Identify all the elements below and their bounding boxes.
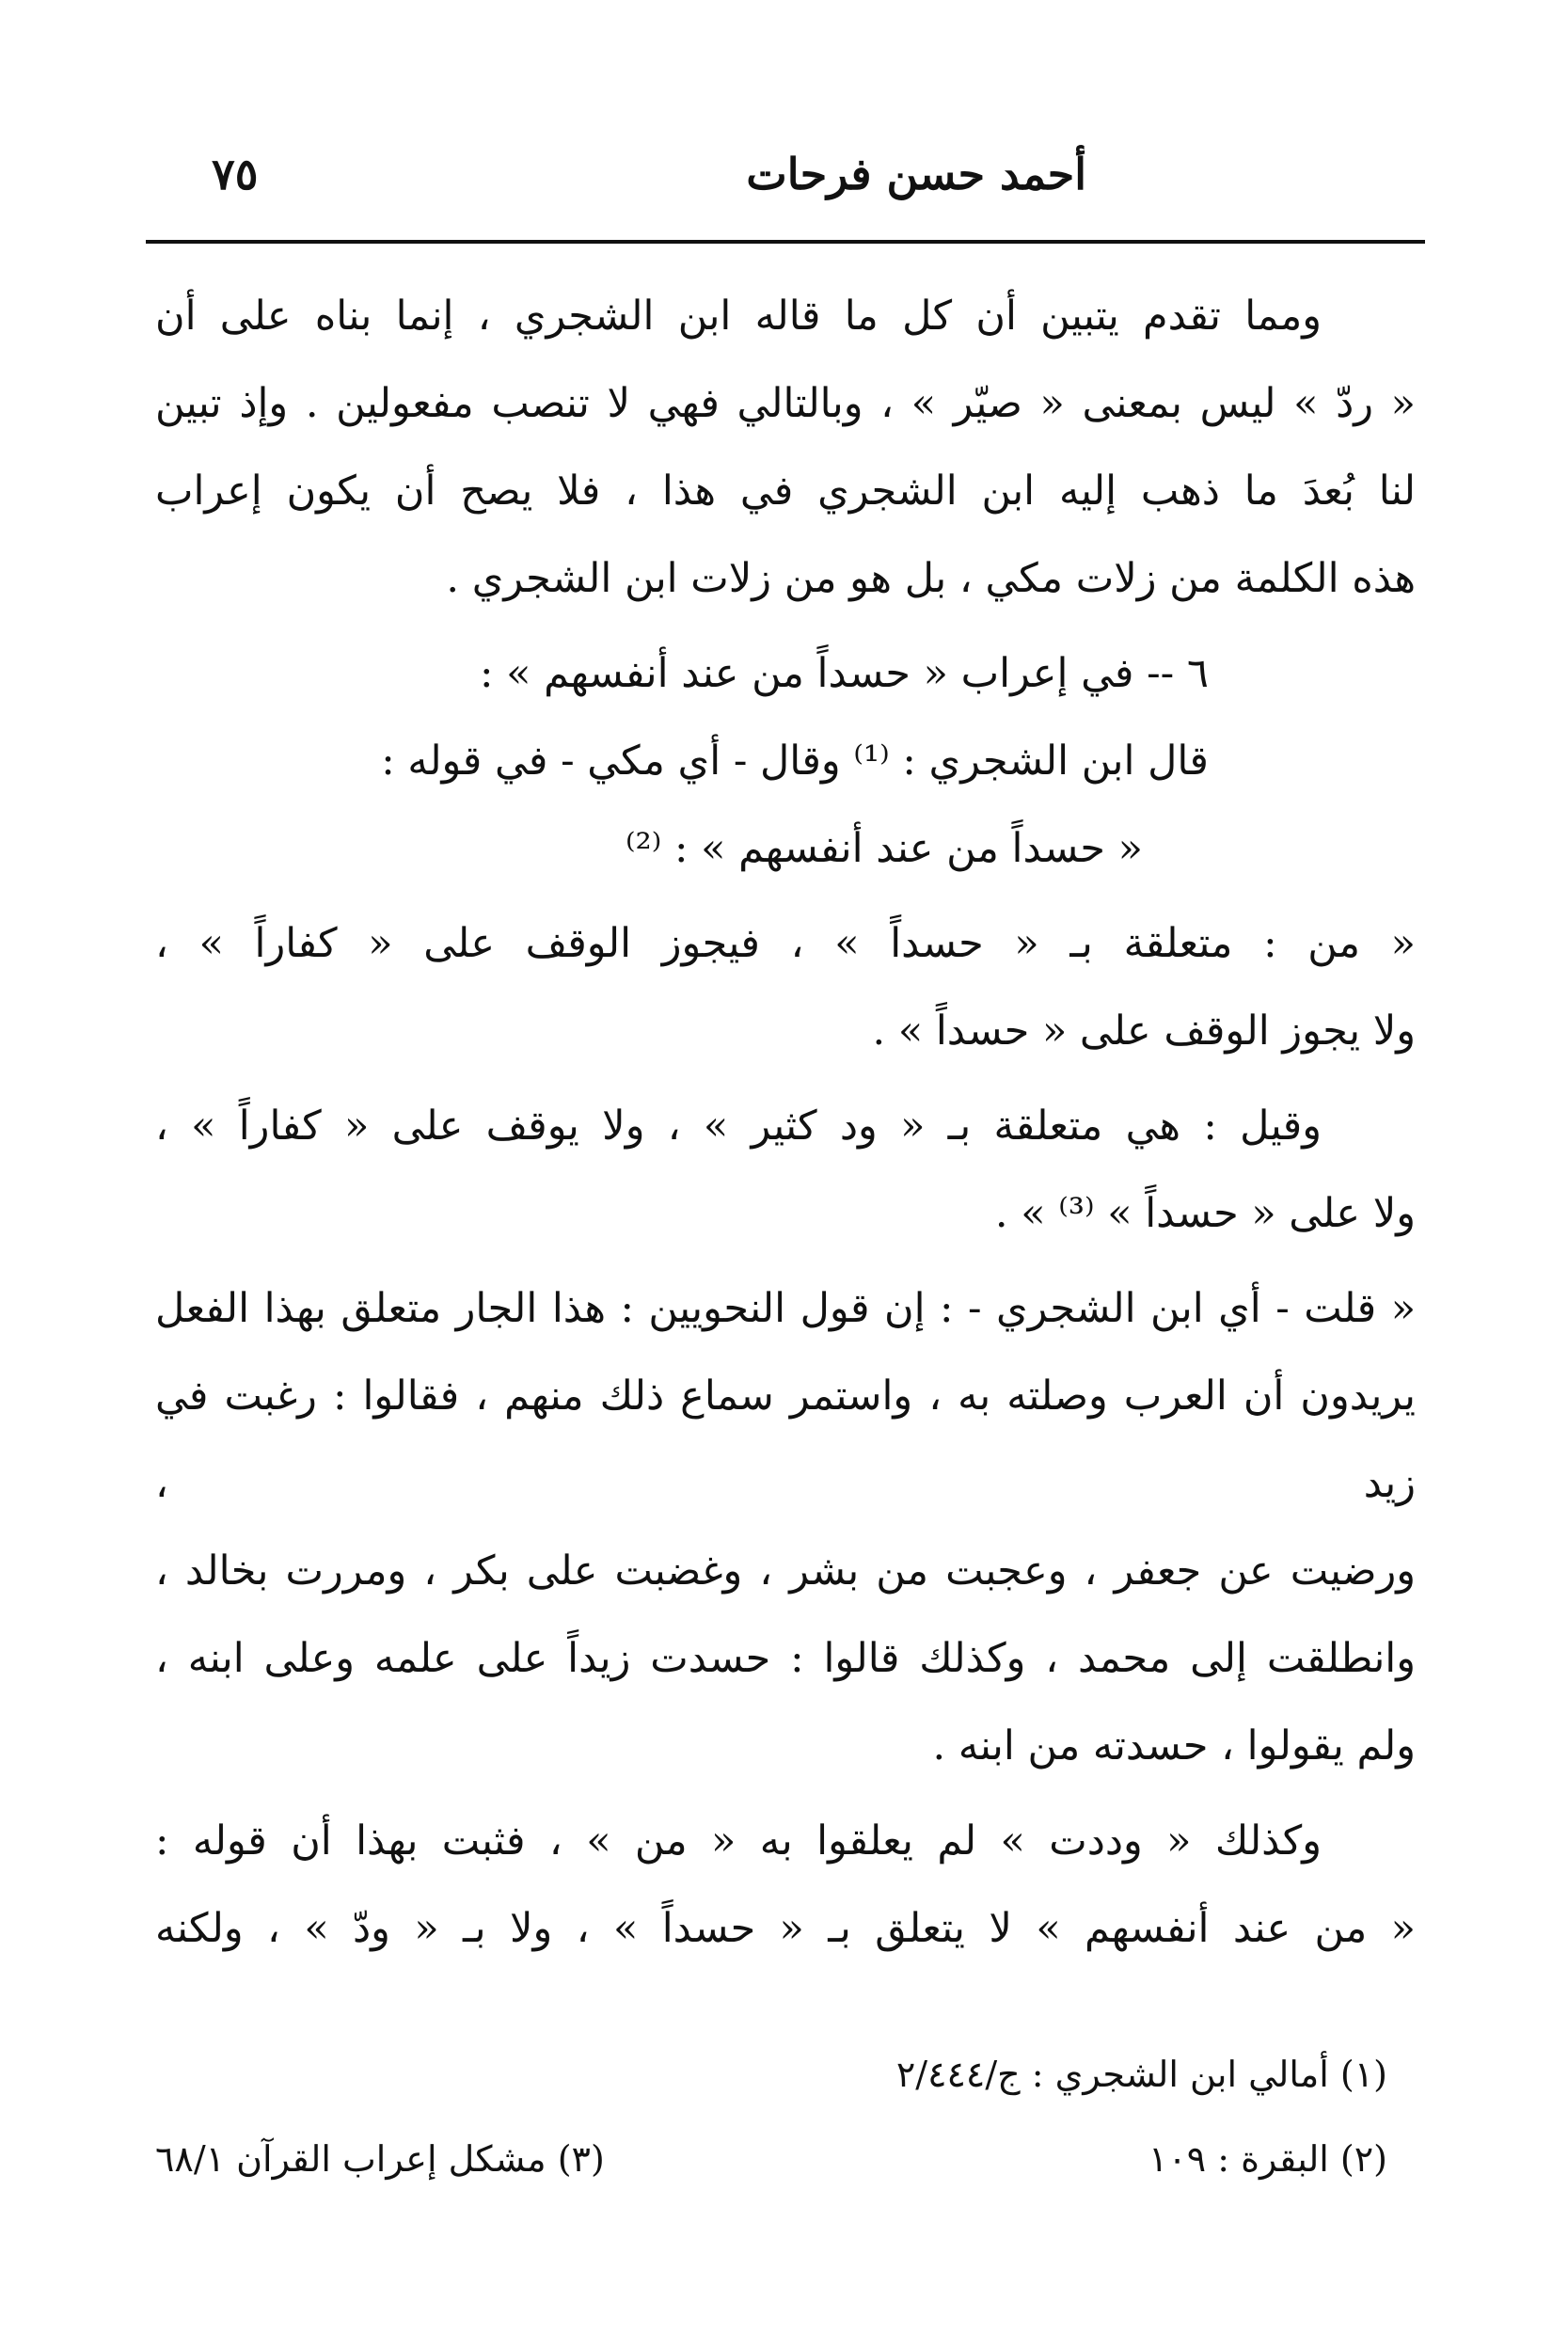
- footnote-1: (١) أمالي ابن الشجري : ج/٢/٤٤٤: [895, 2054, 1387, 2095]
- footnote-2: (٢) البقرة : ١٠٩: [1148, 2138, 1387, 2180]
- header-rule: [146, 240, 1425, 244]
- text-line: « ردّ » ليس بمعنى « صيّر » ، وبالتالي فهي لا تنصب مفعولين . وإذ تبين: [155, 380, 1416, 427]
- paragraph-quote-2: [155, 1083, 1416, 1258]
- page-number: ٧٥: [212, 149, 259, 199]
- text-line: ولم يقولوا ، حسدته من ابنه .: [932, 1722, 1416, 1770]
- paragraph-quote-1: [155, 900, 1416, 1075]
- text-line: يريدون أن العرب وصلته به ، واستمر سماع ذلك منهم ، فقالوا : رغبت في زيد ،: [155, 1373, 1416, 1507]
- verse-citation: « حسداً من عند أنفسهم » : ⁽²⁾: [625, 825, 1143, 872]
- text-line: وكذلك « وددت » لم يعلقوا به « من » ، فثبت بهذا أن قوله :: [155, 1817, 1322, 1865]
- main-text: [155, 273, 1416, 1973]
- paragraph-conclusion: [155, 273, 1416, 623]
- footnotes: [155, 2032, 1416, 2201]
- text-line: ولا على « حسداً » ⁽³⁾ » .: [994, 1190, 1416, 1237]
- text-line: ورضيت عن جعفر ، وعجبت من بشر ، وغضبت على بكر ، ومررت بخالد ،: [155, 1547, 1416, 1595]
- text-line: وانطلقت إلى محمد ، وكذلك قالوا : حسدت زيداً على علمه وعلى ابنه ،: [155, 1635, 1416, 1682]
- quote-intro: قال ابن الشجري : ⁽¹⁾ وقال - أي مكي - في قوله :: [381, 738, 1209, 785]
- text-line: « من عند أنفسهم » لا يتعلق بـ « حسداً » ، ولا بـ « ودّ » ، ولكنه: [155, 1905, 1416, 1952]
- paragraph-wadadtu: [155, 1798, 1416, 1973]
- text-line: لنا بُعدَ ما ذهب إليه ابن الشجري في هذا ، فلا يصح أن يكون إعراب: [155, 468, 1416, 515]
- text-line: هذه الكلمة من زلات مكي ، بل هو من زلات ابن الشجري .: [446, 555, 1416, 602]
- text-line: ولا يجوز الوقف على « حسداً » .: [872, 1008, 1416, 1055]
- footnote-row: [155, 2117, 1416, 2201]
- text-line: « قلت - أي ابن الشجري - : إن قول النحويين : هذا الجار متعلق بهذا الفعل: [155, 1285, 1416, 1332]
- footnote-row: [155, 2032, 1416, 2117]
- text-line: ومما تقدم يتبين أن كل ما قاله ابن الشجري ، إنما بناه على أن: [155, 293, 1322, 340]
- text-line: وقيل : هي متعلقة بـ « ود كثير » ، ولا يوقف على « كفاراً » ،: [155, 1103, 1322, 1150]
- running-header: [155, 132, 1425, 226]
- paragraph-ibn-shajari: [155, 1265, 1416, 1790]
- text-line: « من : متعلقة بـ « حسداً » ، فيجوز الوقف على « كفاراً » ،: [155, 920, 1416, 967]
- footnote-3: (٣) مشكل إعراب القرآن ٦٨/١: [155, 2138, 605, 2180]
- running-head-author: أحمد حسن فرحات: [746, 149, 1086, 199]
- section-heading: ٦ -- في إعراب « حسداً من عند أنفسهم » :: [479, 650, 1209, 697]
